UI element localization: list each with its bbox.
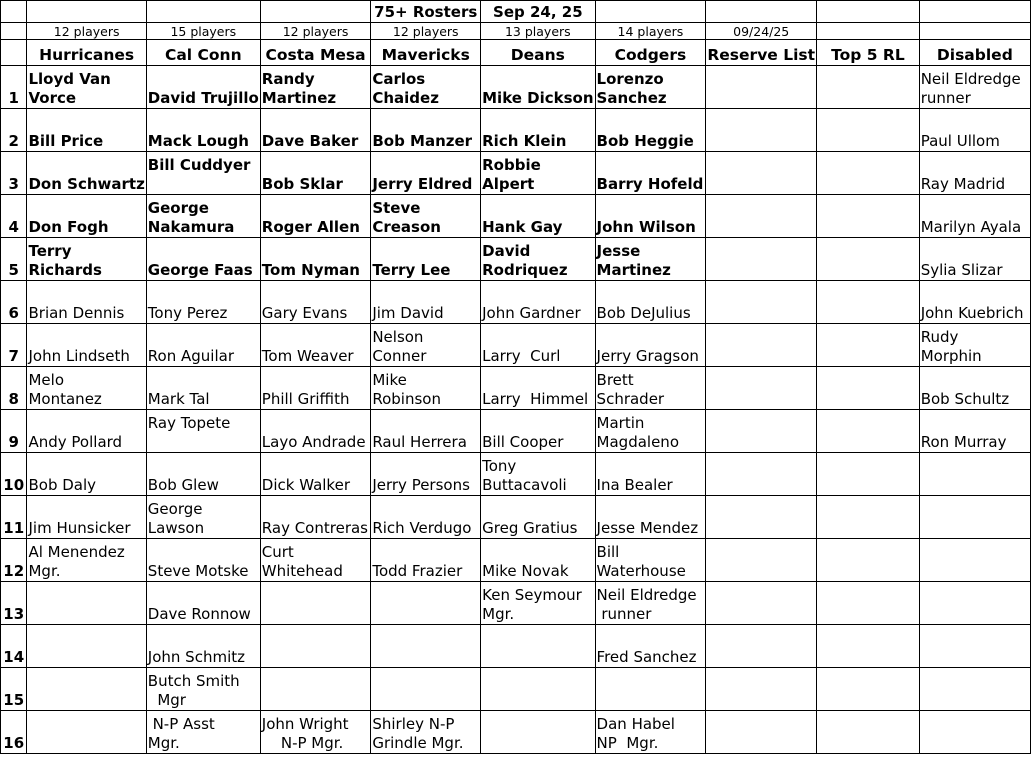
row-number[interactable]: 9 — [1, 410, 27, 453]
table-cell[interactable]: Dave Ronnow — [146, 582, 260, 625]
team-header-deans[interactable]: Deans — [481, 40, 595, 66]
table-cell[interactable] — [817, 410, 920, 453]
table-cell[interactable] — [817, 281, 920, 324]
table-cell[interactable] — [919, 625, 1030, 668]
row-number[interactable]: 11 — [1, 496, 27, 539]
table-cell[interactable] — [706, 367, 817, 410]
table-cell[interactable] — [706, 152, 817, 195]
table-cell[interactable] — [371, 582, 481, 625]
table-cell[interactable]: George Lawson — [146, 496, 260, 539]
cell[interactable] — [817, 23, 920, 40]
cell[interactable] — [706, 1, 817, 23]
table-cell[interactable] — [817, 539, 920, 582]
team-count-deans[interactable]: 13 players — [481, 23, 595, 40]
table-cell[interactable]: Phill Griffith — [260, 367, 371, 410]
disabled-header[interactable]: Disabled — [919, 40, 1030, 66]
table-cell[interactable]: Don Schwartz — [27, 152, 146, 195]
table-row — [1, 109, 1031, 152]
table-cell[interactable] — [919, 453, 1030, 496]
row-number[interactable]: 8 — [1, 367, 27, 410]
row-number[interactable]: 7 — [1, 324, 27, 367]
table-cell[interactable] — [706, 668, 817, 711]
table-cell[interactable] — [706, 109, 817, 152]
table-cell[interactable]: Bob Manzer — [371, 109, 481, 152]
table-cell[interactable]: Lloyd Van Vorce — [27, 66, 146, 109]
team-count-costa-mesa[interactable]: 12 players — [260, 23, 371, 40]
table-cell[interactable]: Brett Schrader — [595, 367, 706, 410]
row-number[interactable]: 6 — [1, 281, 27, 324]
table-row — [1, 582, 1031, 625]
table-row — [1, 238, 1031, 281]
table-cell[interactable]: Tony Perez — [146, 281, 260, 324]
team-header-codgers[interactable]: Codgers — [595, 40, 706, 66]
table-cell[interactable]: Jerry Persons — [371, 453, 481, 496]
team-header-costa-mesa[interactable]: Costa Mesa — [260, 40, 371, 66]
table-cell[interactable]: Mike Dickson — [481, 66, 595, 109]
table-cell[interactable]: Neil Eldredge runner — [919, 66, 1030, 109]
table-cell[interactable]: Fred Sanchez — [595, 625, 706, 668]
row-number[interactable]: 2 — [1, 109, 27, 152]
row-number[interactable]: 15 — [1, 668, 27, 711]
table-cell[interactable]: Neil Eldredge runner — [595, 582, 706, 625]
table-cell[interactable]: Jesse Mendez — [595, 496, 706, 539]
row-number[interactable]: 16 — [1, 711, 27, 754]
table-cell[interactable]: David Trujillo — [146, 66, 260, 109]
table-cell[interactable]: Bob Heggie — [595, 109, 706, 152]
table-cell[interactable]: Nelson Conner — [371, 324, 481, 367]
table-cell[interactable]: Ron Murray — [919, 410, 1030, 453]
table-cell[interactable]: Marilyn Ayala — [919, 195, 1030, 238]
table-cell[interactable]: Larry Himmel — [481, 367, 595, 410]
table-cell[interactable]: George Faas — [146, 238, 260, 281]
cell[interactable] — [817, 1, 920, 23]
table-cell[interactable] — [260, 582, 371, 625]
team-header-cal-conn[interactable]: Cal Conn — [146, 40, 260, 66]
table-cell[interactable] — [27, 625, 146, 668]
cell[interactable] — [919, 23, 1030, 40]
table-cell[interactable]: Brian Dennis — [27, 281, 146, 324]
header-row — [1, 40, 1031, 66]
table-cell[interactable]: Tom Weaver — [260, 324, 371, 367]
player-count-row — [1, 23, 1031, 40]
row-number[interactable]: 5 — [1, 238, 27, 281]
table-cell[interactable] — [706, 496, 817, 539]
table-cell[interactable]: Bob Sklar — [260, 152, 371, 195]
cell[interactable] — [919, 1, 1030, 23]
table-row — [1, 195, 1031, 238]
row-number[interactable]: 10 — [1, 453, 27, 496]
table-row — [1, 281, 1031, 324]
table-cell[interactable]: George Nakamura — [146, 195, 260, 238]
table-row — [1, 410, 1031, 453]
table-cell[interactable]: John Wilson — [595, 195, 706, 238]
table-cell[interactable]: Jerry Eldred — [371, 152, 481, 195]
title-row — [1, 1, 1031, 23]
table-cell[interactable]: Tony Buttacavoli — [481, 453, 595, 496]
table-row — [1, 324, 1031, 367]
table-cell[interactable] — [706, 410, 817, 453]
cell[interactable] — [595, 1, 706, 23]
table-cell[interactable] — [817, 453, 920, 496]
table-cell[interactable] — [481, 711, 595, 754]
table-cell[interactable]: Paul Ullom — [919, 109, 1030, 152]
table-cell[interactable]: Ray Topete — [146, 410, 260, 453]
table-cell[interactable]: Andy Pollard — [27, 410, 146, 453]
table-cell[interactable]: Jim David — [371, 281, 481, 324]
table-cell[interactable]: Steve Motske — [146, 539, 260, 582]
table-cell[interactable]: Mike Robinson — [371, 367, 481, 410]
cell[interactable] — [1, 40, 27, 66]
table-cell[interactable]: Ina Bealer — [595, 453, 706, 496]
table-row — [1, 66, 1031, 109]
table-cell[interactable]: Hank Gay — [481, 195, 595, 238]
table-cell[interactable]: Layo Andrade — [260, 410, 371, 453]
table-cell[interactable]: N-P Asst Mgr. — [146, 711, 260, 754]
table-cell[interactable]: Martin Magdaleno — [595, 410, 706, 453]
table-cell[interactable] — [706, 66, 817, 109]
table-cell[interactable] — [27, 711, 146, 754]
row-number[interactable]: 4 — [1, 195, 27, 238]
table-cell[interactable]: Terry Richards — [27, 238, 146, 281]
table-cell[interactable] — [27, 582, 146, 625]
table-cell[interactable]: John Kuebrich — [919, 281, 1030, 324]
table-cell[interactable]: Al Menendez Mgr. — [27, 539, 146, 582]
table-cell[interactable]: Roger Allen — [260, 195, 371, 238]
sheet-date[interactable]: Sep 24, 25 — [481, 1, 595, 23]
reserve-list-header[interactable]: Reserve List — [706, 40, 817, 66]
table-cell[interactable]: Carlos Chaidez — [371, 66, 481, 109]
table-cell[interactable]: Terry Lee — [371, 238, 481, 281]
table-cell[interactable] — [817, 496, 920, 539]
cell[interactable] — [146, 1, 260, 23]
table-cell[interactable] — [817, 625, 920, 668]
table-cell[interactable]: Ken Seymour Mgr. — [481, 582, 595, 625]
table-cell[interactable]: Don Fogh — [27, 195, 146, 238]
table-cell[interactable]: John Schmitz — [146, 625, 260, 668]
table-cell[interactable] — [817, 109, 920, 152]
table-cell[interactable]: Mike Novak — [481, 539, 595, 582]
table-cell[interactable]: Jim Hunsicker — [27, 496, 146, 539]
table-row — [1, 625, 1031, 668]
table-cell[interactable]: Melo Montanez — [27, 367, 146, 410]
table-cell[interactable]: Tom Nyman — [260, 238, 371, 281]
table-cell[interactable]: John Wright N-P Mgr. — [260, 711, 371, 754]
table-cell[interactable] — [817, 66, 920, 109]
table-cell[interactable] — [817, 152, 920, 195]
table-cell[interactable] — [371, 668, 481, 711]
table-cell[interactable] — [371, 625, 481, 668]
table-cell[interactable]: Lorenzo Sanchez — [595, 66, 706, 109]
table-cell[interactable]: Bill Price — [27, 109, 146, 152]
table-cell[interactable]: Mark Tal — [146, 367, 260, 410]
table-cell[interactable]: Bob Daly — [27, 453, 146, 496]
table-cell[interactable]: Bill Waterhouse — [595, 539, 706, 582]
table-cell[interactable]: Sylia Slizar — [919, 238, 1030, 281]
table-row — [1, 152, 1031, 195]
table-cell[interactable] — [706, 324, 817, 367]
cell[interactable] — [1, 23, 27, 40]
table-cell[interactable]: Ron Aguilar — [146, 324, 260, 367]
table-cell[interactable]: Rudy Morphin — [919, 324, 1030, 367]
table-cell[interactable] — [27, 668, 146, 711]
table-cell[interactable] — [817, 582, 920, 625]
table-row — [1, 496, 1031, 539]
table-cell[interactable]: Mack Lough — [146, 109, 260, 152]
table-row — [1, 367, 1031, 410]
table-cell[interactable] — [481, 668, 595, 711]
table-cell[interactable] — [817, 238, 920, 281]
table-cell[interactable] — [706, 582, 817, 625]
table-cell[interactable]: Jerry Gragson — [595, 324, 706, 367]
table-cell[interactable] — [706, 238, 817, 281]
table-cell[interactable]: Greg Gratius — [481, 496, 595, 539]
table-cell[interactable]: Bill Cooper — [481, 410, 595, 453]
table-cell[interactable] — [706, 453, 817, 496]
table-cell[interactable] — [706, 625, 817, 668]
table-cell[interactable]: Ray Contreras — [260, 496, 371, 539]
table-cell[interactable] — [706, 711, 817, 754]
table-cell[interactable] — [817, 324, 920, 367]
table-cell[interactable]: Todd Frazier — [371, 539, 481, 582]
table-cell[interactable]: Gary Evans — [260, 281, 371, 324]
table-cell[interactable] — [919, 539, 1030, 582]
table-cell[interactable]: Dan Habel NP Mgr. — [595, 711, 706, 754]
table-cell[interactable]: Jesse Martinez — [595, 238, 706, 281]
cell[interactable] — [260, 1, 371, 23]
team-count-cal-conn[interactable]: 15 players — [146, 23, 260, 40]
table-cell[interactable]: Rich Verdugo — [371, 496, 481, 539]
table-cell[interactable]: Larry Curl — [481, 324, 595, 367]
table-cell[interactable] — [260, 668, 371, 711]
table-cell[interactable] — [817, 367, 920, 410]
table-cell[interactable] — [260, 625, 371, 668]
row-number[interactable]: 3 — [1, 152, 27, 195]
table-cell[interactable]: Shirley N-P Grindle Mgr. — [371, 711, 481, 754]
table-cell[interactable]: Randy Martinez — [260, 66, 371, 109]
table-cell[interactable]: Bob Schultz — [919, 367, 1030, 410]
table-cell[interactable]: Butch Smith Mgr — [146, 668, 260, 711]
top5-rl-header[interactable]: Top 5 RL — [817, 40, 920, 66]
table-cell[interactable] — [817, 195, 920, 238]
table-cell[interactable] — [481, 625, 595, 668]
table-cell[interactable]: Rich Klein — [481, 109, 595, 152]
table-cell[interactable] — [706, 539, 817, 582]
table-cell[interactable]: Dave Baker — [260, 109, 371, 152]
table-cell[interactable]: Dick Walker — [260, 453, 371, 496]
table-cell[interactable]: Raul Herrera — [371, 410, 481, 453]
team-count-mavericks[interactable]: 12 players — [371, 23, 481, 40]
table-row — [1, 668, 1031, 711]
table-cell[interactable]: Curt Whitehead — [260, 539, 371, 582]
table-row — [1, 539, 1031, 582]
table-cell[interactable]: Bill Cuddyer — [146, 152, 260, 195]
team-count-codgers[interactable]: 14 players — [595, 23, 706, 40]
row-number[interactable]: 12 — [1, 539, 27, 582]
table-cell[interactable] — [706, 195, 817, 238]
table-cell[interactable] — [706, 281, 817, 324]
table-cell[interactable]: Steve Creason — [371, 195, 481, 238]
table-cell[interactable]: David Rodriquez — [481, 238, 595, 281]
table-cell[interactable]: John Gardner — [481, 281, 595, 324]
table-cell[interactable]: Ray Madrid — [919, 152, 1030, 195]
reserve-list-date[interactable]: 09/24/25 — [706, 23, 817, 40]
cell[interactable] — [27, 1, 146, 23]
table-row — [1, 453, 1031, 496]
team-header-mavericks[interactable]: Mavericks — [371, 40, 481, 66]
team-count-hurricanes[interactable]: 12 players — [27, 23, 146, 40]
table-cell[interactable]: Bob Glew — [146, 453, 260, 496]
table-cell[interactable]: John Lindseth — [27, 324, 146, 367]
table-cell[interactable]: Robbie Alpert — [481, 152, 595, 195]
row-number[interactable]: 13 — [1, 582, 27, 625]
table-cell[interactable] — [919, 496, 1030, 539]
table-cell[interactable] — [919, 711, 1030, 754]
row-number[interactable]: 14 — [1, 625, 27, 668]
table-cell[interactable] — [919, 668, 1030, 711]
team-header-hurricanes[interactable]: Hurricanes — [27, 40, 146, 66]
table-cell[interactable] — [817, 711, 920, 754]
table-cell[interactable]: Bob DeJulius — [595, 281, 706, 324]
table-cell[interactable] — [919, 582, 1030, 625]
table-cell[interactable]: Barry Hofeld — [595, 152, 706, 195]
cell[interactable] — [1, 1, 27, 23]
sheet-title[interactable]: 75+ Rosters — [371, 1, 481, 23]
table-cell[interactable] — [595, 668, 706, 711]
row-number[interactable]: 1 — [1, 66, 27, 109]
table-row — [1, 711, 1031, 754]
table-cell[interactable] — [817, 668, 920, 711]
